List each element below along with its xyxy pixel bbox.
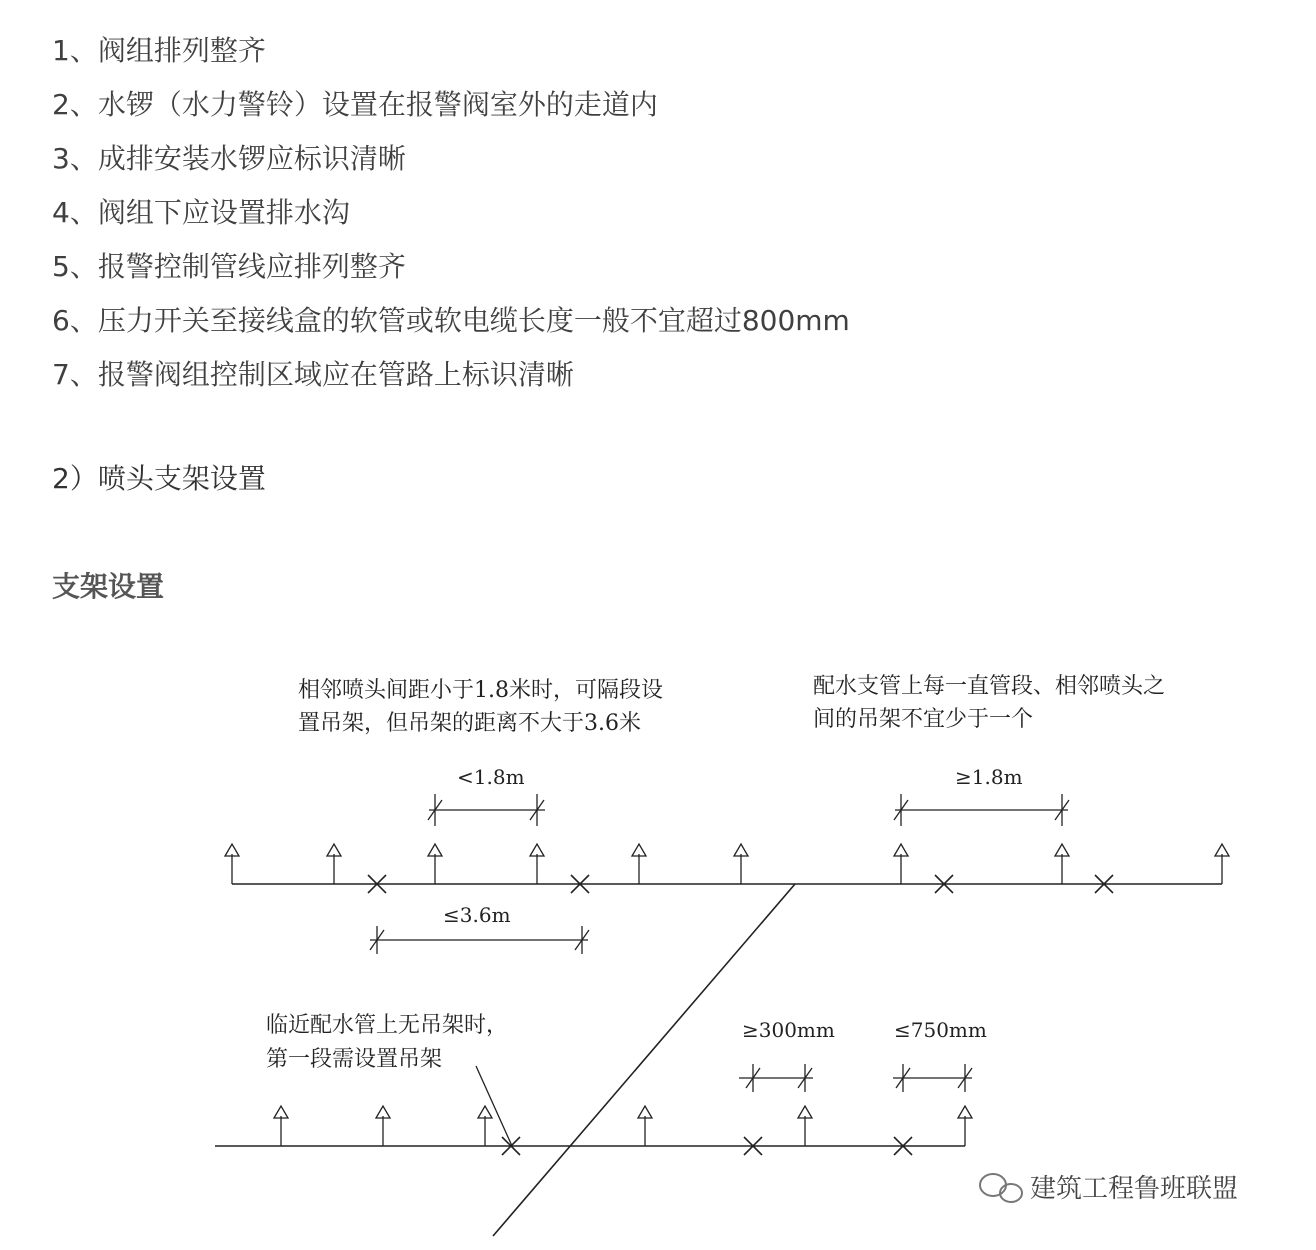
section-title: 2）喷头支架设置 xyxy=(52,462,266,495)
note-right-line1: 配水支管上每一直管段、相邻喷头之 xyxy=(813,674,1166,699)
requirements-list xyxy=(52,24,850,402)
dim-ge-1-8: ≥1.8m xyxy=(955,765,1023,789)
note-right-line2: 间的吊架不宜少于一个 xyxy=(813,707,1034,732)
note-bottom-line1: 临近配水管上无吊架时， xyxy=(266,1013,509,1038)
dim-lt-1-8: <1.8m xyxy=(457,765,525,789)
note-leader-line xyxy=(476,1066,512,1146)
note-left-line2: 置吊架，但吊架的距离不大于3.6米 xyxy=(298,711,641,736)
dim-le-3-6: ≤3.6m xyxy=(443,903,511,927)
list-item: 6、压力开关至接线盒的软管或软电缆长度一般不宜超过800mm xyxy=(52,304,850,337)
distribution-main-pipe xyxy=(493,884,795,1236)
watermark-text: 建筑工程鲁班联盟 xyxy=(1030,1174,1239,1204)
list-item: 3、成排安装水锣应标识清晰 xyxy=(52,142,406,175)
dim-ge-300: ≥300mm xyxy=(742,1018,835,1042)
lower-sprinklers xyxy=(274,1106,972,1146)
list-item: 5、报警控制管线应排列整齐 xyxy=(52,250,406,283)
bracket-heading: 支架设置 xyxy=(52,570,165,603)
note-bottom-line2: 第一段需设置吊架 xyxy=(266,1047,443,1072)
list-item: 2、水锣（水力警铃）设置在报警阀室外的走道内 xyxy=(52,88,658,121)
list-item: 4、阀组下应设置排水沟 xyxy=(52,196,350,229)
list-item: 1、阀组排列整齐 xyxy=(52,34,266,67)
wechat-icon xyxy=(980,1174,1022,1202)
upper-sprinklers xyxy=(225,844,1229,884)
list-item: 7、报警阀组控制区域应在管路上标识清晰 xyxy=(52,358,574,391)
note-left-line1: 相邻喷头间距小于1.8米时，可隔段设 xyxy=(298,678,663,703)
dim-le-750: ≤750mm xyxy=(894,1018,987,1042)
sprinkler-bracket-diagram xyxy=(0,640,1316,1250)
